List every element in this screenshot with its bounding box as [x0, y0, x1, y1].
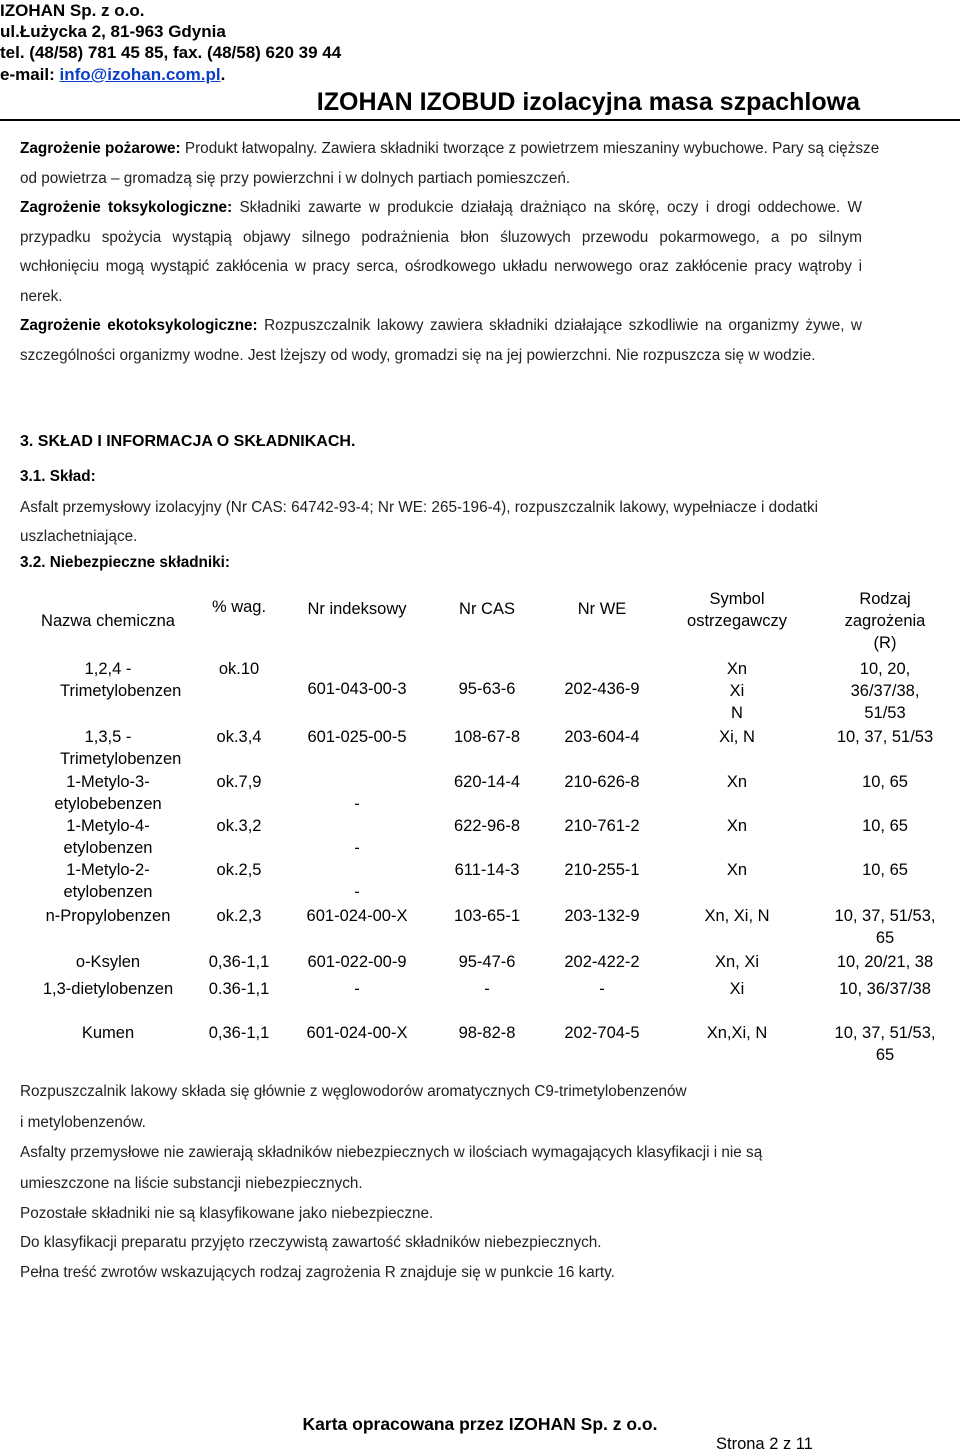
note-line: i metylobenzenów.	[20, 1114, 146, 1131]
cell-weight: ok.3,2	[216, 817, 262, 835]
cell-hazard: 10, 65	[862, 861, 908, 879]
cell-cas: 98-82-8	[458, 1024, 516, 1042]
cell-we: 202-704-5	[564, 1024, 640, 1042]
cell-hazard: 10, 37, 51/53	[836, 728, 934, 746]
cell-index: 601-022-00-9	[307, 953, 407, 971]
cell-symbol: Xn	[726, 861, 748, 879]
cell-we: 202-436-9	[564, 680, 640, 698]
cell-cas: 611-14-3	[454, 861, 520, 879]
table-row	[20, 859, 958, 905]
cell-weight: 0,36-1,1	[208, 953, 270, 971]
cell-weight: ok.10	[218, 660, 260, 678]
tox-hazard-label: Zagrożenie toksykologiczne:	[20, 199, 233, 216]
product-title: IZOHAN IZOBUD izolacyjna masa szpachlowa	[316, 88, 860, 116]
note-line: Pozostałe składniki nie są klasyfikowane jako niebezpieczne.	[20, 1205, 434, 1222]
cell-hazard: 10, 65	[862, 817, 908, 835]
cell-we: 210-626-8	[564, 773, 640, 791]
cell-name: 1-Metylo-4-etylobenzen	[63, 817, 153, 857]
section-3-title: 3. SKŁAD I INFORMACJA O SKŁADNIKACH.	[20, 433, 356, 450]
cell-cas: 108-67-8	[453, 728, 521, 746]
cell-hazard: 10, 65	[862, 773, 908, 791]
table-row	[20, 658, 958, 726]
section-3-1-text: Asfalt przemysłowy izolacyjny (Nr CAS: 64742-93-4; Nr WE: 265-196-4), rozpuszczalnik lakowy, wypełniacze i dodatki uszlachetniające.	[20, 499, 819, 545]
footer-prepared-by: Karta opracowana przez IZOHAN Sp. z o.o.	[302, 1414, 658, 1434]
cell-we: 210-761-2	[564, 817, 640, 835]
eco-hazard-text: Rozpuszczalnik lakowy zawiera składniki działające szkodliwie na organizmy żywe, w szczególności organizmy wodne. Jest lżejszy od wody, gromadzi się na jej powierzchni. Nie rozpuszcza się w wodzie.	[20, 317, 862, 364]
company-phone: tel. (48/58) 781 45 85, fax. (48/58) 620 39 44	[0, 43, 342, 62]
cell-we: 202-422-2	[564, 953, 640, 971]
col-header-name: Nazwa chemiczna	[41, 612, 175, 630]
fire-hazard-paragraph	[20, 134, 880, 193]
cell-index: 601-024-00-X	[306, 1024, 408, 1042]
table-row	[20, 1022, 958, 1068]
cell-weight: 0.36-1,1	[208, 980, 270, 998]
table-row	[20, 771, 958, 815]
cell-name: Kumen	[81, 1024, 135, 1042]
table-row	[20, 951, 958, 978]
cell-hazard: 10, 20, 36/37/38, 51/53	[850, 660, 920, 722]
cell-weight: ok.2,5	[216, 861, 262, 879]
note-line: Asfalty przemysłowe nie zawierają składników niebezpiecznych w ilościach wymagających klasyfikacji i nie są	[20, 1144, 763, 1161]
company-name: IZOHAN Sp. z o.o.	[0, 1, 145, 20]
header-divider	[0, 119, 960, 121]
cell-weight: ok.7,9	[216, 773, 262, 791]
cell-cas: -	[484, 980, 490, 998]
cell-cas: 620-14-4	[453, 773, 521, 791]
table-header-row	[20, 588, 958, 658]
hazardous-components-table	[20, 588, 958, 1068]
company-address: ul.Łużycka 2, 81-963 Gdynia	[0, 22, 226, 41]
table-row	[20, 978, 958, 1022]
cell-name: o-Ksylen	[75, 953, 141, 971]
cell-name: 1,3-dietylobenzen	[42, 980, 174, 998]
table-row	[20, 815, 958, 859]
cell-index: -	[354, 883, 360, 901]
document-header	[0, 0, 960, 122]
cell-index: -	[354, 839, 360, 857]
cell-index: -	[354, 795, 360, 813]
tox-hazard-paragraph	[20, 193, 862, 311]
section-3-2-label: 3.2. Niebezpieczne składniki:	[20, 554, 230, 571]
cell-hazard: 10, 36/37/38	[839, 980, 931, 998]
cell-name: 1-Metylo-2-etylobenzen	[63, 861, 153, 901]
cell-index: 601-043-00-3	[307, 680, 407, 698]
section-3-1-label: 3.1. Skład:	[20, 468, 96, 485]
cell-symbol: Xn	[726, 817, 748, 835]
company-email-row	[0, 64, 225, 86]
fire-hazard-label: Zagrożenie pożarowe:	[20, 140, 181, 157]
cell-symbol: Xn Xi N	[726, 660, 748, 722]
email-link[interactable]: info@izohan.com.pl	[59, 65, 221, 84]
cell-name: n-Propylobenzen	[45, 907, 171, 925]
cell-hazard: 10, 37, 51/53, 65	[834, 1024, 936, 1064]
cell-we: -	[599, 980, 605, 998]
cell-hazard: 10, 37, 51/53, 65	[834, 907, 936, 947]
cell-cas: 622-96-8	[453, 817, 521, 835]
cell-index: 601-024-00-X	[306, 907, 408, 925]
eco-hazard-label: Zagrożenie ekotoksykologiczne:	[20, 317, 258, 334]
cell-we: 210-255-1	[564, 861, 640, 879]
cell-name: 1-Metylo-3-etylobebenzen	[54, 773, 162, 813]
cell-we: 203-604-4	[564, 728, 640, 746]
cell-we: 203-132-9	[564, 907, 640, 925]
cell-symbol: Xn,Xi, N	[706, 1024, 768, 1042]
table-row	[20, 726, 958, 771]
tox-hazard-text: Składniki zawarte w produkcie działają drażniąco na skórę, oczy i drogi oddechowe. W przypadku spożycia wystąpią objawy silnego podrażnienia błon śluzowych przewodu pokarmowego, a po silnym wchłonięciu mogą wystąpić zakłócenia w pracy serca, ośrodkowego układu nerwowego oraz zakłócenie pracy wątroby i nerek.	[20, 199, 862, 305]
page-number: Strona 2 z 11	[716, 1435, 813, 1453]
cell-symbol: Xn, Xi	[714, 953, 760, 971]
eco-hazard-paragraph	[20, 311, 862, 370]
note-line: umieszczone na liście substancji niebezpiecznych.	[20, 1175, 363, 1192]
email-label: e-mail:	[0, 65, 60, 84]
cell-cas: 95-63-6	[458, 680, 516, 698]
cell-symbol: Xi	[729, 980, 745, 998]
cell-index: -	[354, 980, 360, 998]
col-header-hazard: Rodzaj zagrożenia (R)	[844, 590, 926, 652]
cell-hazard: 10, 20/21, 38	[836, 953, 934, 971]
col-header-weight: % wag.	[211, 598, 267, 616]
cell-symbol: Xn, Xi, N	[704, 907, 770, 925]
cell-symbol: Xn	[726, 773, 748, 791]
email-suffix: .	[220, 65, 226, 84]
cell-weight: ok.3,4	[216, 728, 262, 746]
col-header-index: Nr indeksowy	[307, 600, 407, 618]
table-row	[20, 905, 958, 951]
cell-cas: 103-65-1	[453, 907, 521, 925]
col-header-we: Nr WE	[577, 600, 627, 618]
col-header-cas: Nr CAS	[459, 600, 515, 618]
cell-index: 601-025-00-5	[307, 728, 407, 746]
cell-name: 1,2,4 - Trimetylobenzen	[60, 660, 182, 700]
note-line: Pełna treść zwrotów wskazujących rodzaj zagrożenia R znajduje się w punkcie 16 karty.	[20, 1264, 615, 1281]
cell-cas: 95-47-6	[458, 953, 516, 971]
fire-hazard-text: Produkt łatwopalny. Zawiera składniki tworzące z powietrzem mieszaniny wybuchowe. Pary są cięższe od powietrza – gromadzą się przy powierzchni i w dolnych partiach pomieszczeń.	[20, 140, 880, 187]
col-header-symbol: Symbol ostrzegawczy	[687, 590, 787, 630]
note-line: Do klasyfikacji preparatu przyjęto rzeczywistą zawartość składników niebezpiecznych.	[20, 1234, 602, 1251]
cell-name: 1,3,5 - Trimetylobenzen	[60, 728, 182, 768]
cell-symbol: Xi, N	[719, 728, 755, 746]
cell-weight: 0,36-1,1	[208, 1024, 270, 1042]
cell-weight: ok.2,3	[216, 907, 262, 925]
note-line: Rozpuszczalnik lakowy składa się głównie z węglowodorów aromatycznych C9-trimetylobenzenów	[20, 1083, 687, 1100]
